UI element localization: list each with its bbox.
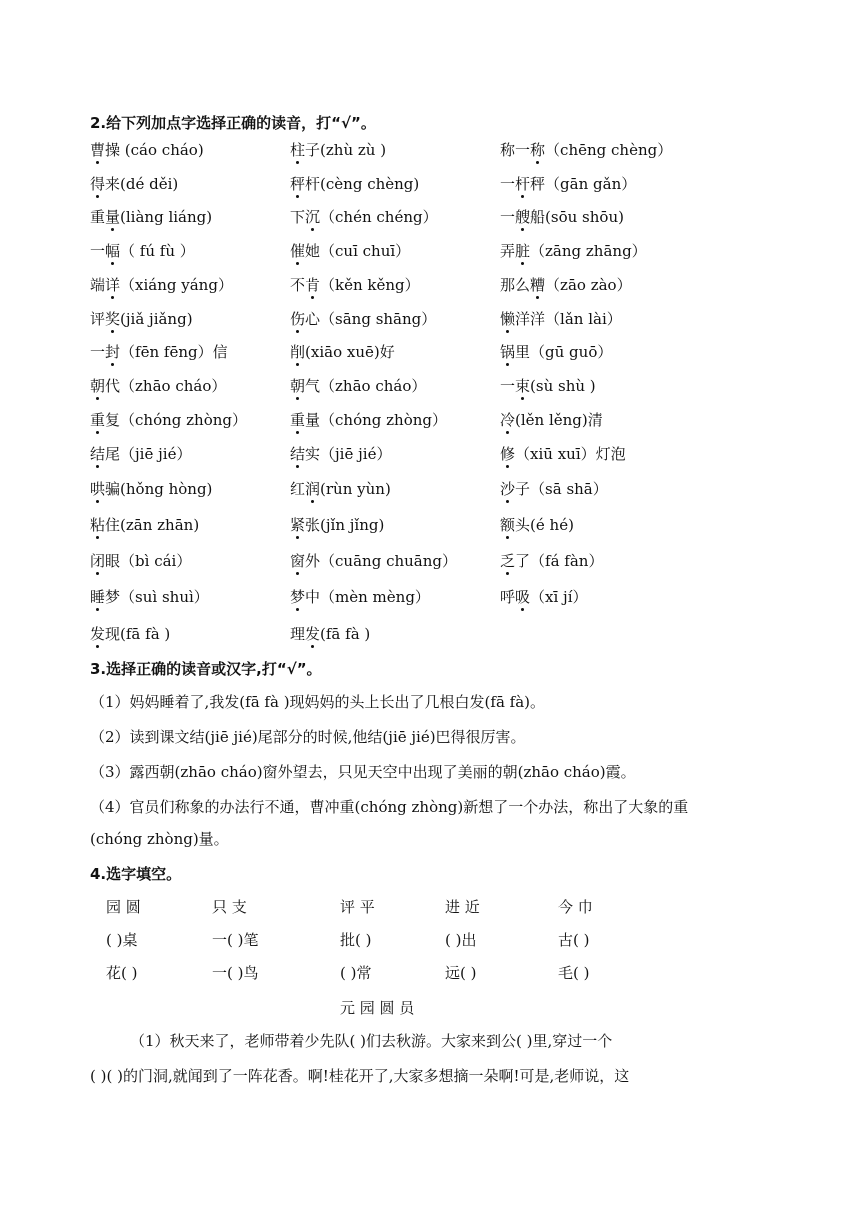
dotted-character: 秤 (290, 175, 306, 193)
dotted-character: 发 (305, 625, 321, 643)
word-character: 么 (515, 276, 531, 294)
dotted-character: 窗 (290, 552, 306, 570)
pinyin-options: （kěn kěng） (320, 276, 420, 294)
dotted-character: 结 (90, 445, 106, 463)
pinyin-item (290, 376, 426, 396)
pinyin-options: (sù shù ) (530, 377, 596, 395)
pinyin-item (500, 309, 622, 329)
pinyin-options: （zhāo cháo） (320, 377, 427, 395)
pinyin-options: （bì cái） (120, 552, 192, 570)
pinyin-item (290, 342, 395, 362)
word-character: 代 (105, 377, 121, 395)
pinyin-item (290, 309, 436, 329)
pinyin-item (90, 624, 170, 644)
char-pair: 园 圆 (106, 898, 141, 916)
word-character: 一 (500, 175, 516, 193)
fill-blank-item: 远( ) (445, 964, 477, 982)
pinyin-options: （xiáng yáng） (120, 276, 233, 294)
dotted-character: 修 (500, 445, 516, 463)
dotted-character: 闭 (90, 552, 106, 570)
pinyin-item (290, 587, 430, 607)
pinyin-item (90, 309, 193, 329)
char-pair: 只 支 (212, 898, 247, 916)
pinyin-item (90, 515, 199, 535)
pinyin-item (500, 551, 603, 571)
fill-blank-item: ( )常 (340, 964, 372, 982)
word-character: 一 (500, 377, 516, 395)
pinyin-item (90, 587, 209, 607)
pinyin-item (500, 515, 574, 535)
pinyin-item (290, 444, 391, 464)
pinyin-item (500, 444, 626, 464)
pinyin-item (90, 140, 204, 160)
pinyin-options: （gān gǎn） (545, 175, 637, 193)
word-character: 现 (105, 625, 121, 643)
dotted-character: 睡 (90, 588, 106, 606)
pinyin-item (500, 207, 624, 227)
pinyin-options: (cáo cháo) (120, 141, 204, 159)
word-character: 重 (90, 208, 106, 226)
word-character: 心 (305, 310, 321, 328)
section2-heading: 2.给下列加点字选择正确的读音，打“√”。 (90, 114, 376, 132)
pinyin-options: （sā shā） (530, 480, 608, 498)
pinyin-options: （zāo zào） (545, 276, 632, 294)
pinyin-options: （cuī chuī） (320, 242, 411, 260)
pinyin-item (500, 241, 647, 261)
pinyin-item (290, 624, 370, 644)
dotted-character: 详 (105, 276, 121, 294)
fill-blank-item: 毛( ) (558, 964, 590, 982)
dotted-character: 朝 (290, 377, 306, 395)
pinyin-item (290, 140, 386, 160)
word-character: 梦 (105, 588, 121, 606)
word-character: 骗 (105, 480, 121, 498)
word-character: 称 (500, 141, 516, 159)
pinyin-options: （xī jí） (530, 588, 588, 606)
word-character: 评 (90, 310, 106, 328)
pinyin-options: （lǎn lài） (545, 310, 622, 328)
pinyin-options: (é hé) (530, 516, 574, 534)
pinyin-options: （zhāo cháo） (120, 377, 227, 395)
pinyin-options: （fēn fēng）信 (120, 343, 228, 361)
pinyin-item (290, 275, 420, 295)
fill-blank-item: 古( ) (558, 931, 590, 949)
word-character: 张 (305, 516, 321, 534)
dotted-character: 沉 (305, 208, 321, 226)
pinyin-item (500, 376, 596, 396)
pinyin-options: (fā fà ) (320, 625, 371, 643)
word-character: 一 (515, 141, 531, 159)
word-character: 船 (530, 208, 546, 226)
pinyin-item (90, 479, 212, 499)
fill-blank-item: 一( )笔 (212, 931, 259, 949)
pinyin-options: （ fú fù ） (120, 242, 195, 260)
dotted-character: 发 (90, 625, 106, 643)
pinyin-item (500, 587, 588, 607)
pinyin-options: (zān zhān) (120, 516, 200, 534)
dotted-character: 沙 (500, 480, 516, 498)
pinyin-options: (zhù zù ) (320, 141, 387, 159)
pinyin-item (290, 479, 391, 499)
dotted-character: 得 (90, 175, 106, 193)
fill-blank-item: 花( ) (106, 964, 138, 982)
word-character: 下 (290, 208, 306, 226)
word-character: 里 (515, 343, 531, 361)
pinyin-options: (lěn lěng)清 (515, 411, 603, 429)
dotted-character: 艘 (515, 208, 531, 226)
word-character: 实 (305, 445, 321, 463)
dotted-character: 封 (105, 343, 121, 361)
word-character: 她 (305, 242, 321, 260)
pinyin-options: （chóng zhòng） (320, 411, 448, 429)
word-character: 杆 (305, 175, 321, 193)
dotted-character: 伤 (290, 310, 306, 328)
word-character: 了 (515, 552, 531, 570)
pinyin-options: (liàng liáng) (120, 208, 213, 226)
word-character: 端 (90, 276, 106, 294)
section3-item-4: （4）官员们称象的办法行不通，曹冲重(chóng zhòng)新想了一个办法，称出了大象的重 (90, 798, 689, 816)
word-character: 量 (305, 411, 321, 429)
fill-blank-item: ( )桌 (106, 931, 138, 949)
pinyin-options: (rùn yùn) (320, 480, 391, 498)
pinyin-options: (hǒng hòng) (120, 480, 213, 498)
char-pair: 进 近 (445, 898, 480, 916)
pinyin-options: （chén chéng） (320, 208, 438, 226)
word-character: 一 (500, 208, 516, 226)
pinyin-options: (cèng chèng) (320, 175, 420, 193)
pinyin-item (290, 515, 384, 535)
dotted-character: 结 (290, 445, 306, 463)
dotted-character: 糟 (530, 276, 546, 294)
dotted-character: 柱 (290, 141, 306, 159)
word-character: 洋 (515, 310, 531, 328)
pinyin-item (90, 275, 233, 295)
pinyin-item (90, 207, 212, 227)
word-character: 一 (90, 343, 106, 361)
dotted-character: 束 (515, 377, 531, 395)
word-character: 子 (305, 141, 321, 159)
word-character: 子 (515, 480, 531, 498)
section3-heading: 3.选择正确的读音或汉字,打“√”。 (90, 660, 322, 678)
dotted-character: 重 (90, 411, 106, 429)
pinyin-item (500, 342, 612, 362)
word-character: 头 (515, 516, 531, 534)
pinyin-options: （gū guō） (530, 343, 613, 361)
word-character: 中 (305, 588, 321, 606)
section4-paragraph-line-2: ( )( )的门洞,就闻到了一阵花香。啊!桂花开了,大家多想摘一朵啊!可是,老师说，这 (90, 1067, 630, 1085)
dotted-character: 量 (105, 208, 121, 226)
pinyin-options: (fā fà ) (120, 625, 171, 643)
section3-item-3: （3）露西朝(zhāo cháo)窗外望去，只见天空中出现了美丽的朝(zhāo cháo)霞。 (90, 763, 636, 781)
dotted-character: 脏 (515, 242, 531, 260)
pinyin-options: (jiǎ jiǎng) (120, 310, 193, 328)
word-character: 红 (290, 480, 306, 498)
pinyin-options: (dé děi) (120, 175, 179, 193)
fill-blank-item: 一( )鸟 (212, 964, 259, 982)
pinyin-item (90, 410, 247, 430)
dotted-character: 削 (290, 343, 306, 361)
word-character: 眼 (105, 552, 121, 570)
pinyin-options: （suì shuì） (120, 588, 209, 606)
char-pair: 今 巾 (558, 898, 593, 916)
word-character: 尾 (105, 445, 121, 463)
char-pair: 评 平 (340, 898, 375, 916)
pinyin-item (90, 444, 191, 464)
section3-item-2: （2）读到课文结(jiē jié)尾部分的时候,他结(jiē jié)巴得很厉害。 (90, 728, 526, 746)
word-character: 住 (105, 516, 121, 534)
word-character: 呼 (500, 588, 516, 606)
dotted-character: 重 (290, 411, 306, 429)
word-character: 秤 (530, 175, 546, 193)
dotted-character: 紧 (290, 516, 306, 534)
section3-item-4-cont: (chóng zhòng)量。 (90, 830, 229, 848)
pinyin-item (90, 241, 195, 261)
dotted-character: 吸 (515, 588, 531, 606)
pinyin-options: （jiē jié） (320, 445, 392, 463)
word-character: 弄 (500, 242, 516, 260)
section4-heading: 4.选字填空。 (90, 865, 182, 883)
dotted-character: 奖 (105, 310, 121, 328)
dotted-character: 杆 (515, 175, 531, 193)
dotted-character: 冷 (500, 411, 516, 429)
dotted-character: 催 (290, 242, 306, 260)
pinyin-item (90, 174, 178, 194)
pinyin-item (500, 479, 608, 499)
pinyin-options: （chóng zhòng） (120, 411, 248, 429)
dotted-character: 曹 (90, 141, 106, 159)
word-character: 操 (105, 141, 121, 159)
section3-item-1: （1）妈妈睡着了,我发(fā fà )现妈妈的头上长出了几根白发(fā fà)。 (90, 693, 546, 711)
dotted-character: 幅 (105, 242, 121, 260)
pinyin-options: （chēng chèng） (545, 141, 673, 159)
word-character: 外 (305, 552, 321, 570)
pinyin-item (290, 207, 438, 227)
dotted-character: 哄 (90, 480, 106, 498)
fill-blank-item: ( )出 (445, 931, 477, 949)
word-character: 来 (105, 175, 121, 193)
word-character: 不 (290, 276, 306, 294)
dotted-character: 乏 (500, 552, 516, 570)
word-character: 那 (500, 276, 516, 294)
dotted-character: 梦 (290, 588, 306, 606)
pinyin-item (290, 410, 447, 430)
pinyin-options: (sōu shōu) (545, 208, 624, 226)
dotted-character: 润 (305, 480, 321, 498)
fill-blank-item: 批( ) (340, 931, 372, 949)
pinyin-item (90, 376, 226, 396)
pinyin-item (500, 174, 636, 194)
dotted-character: 懒 (500, 310, 516, 328)
dotted-character: 额 (500, 516, 516, 534)
pinyin-options: （jiē jié） (120, 445, 192, 463)
pinyin-item (500, 275, 632, 295)
dotted-character: 肯 (305, 276, 321, 294)
word-character: 洋 (530, 310, 546, 328)
dotted-character: 称 (530, 141, 546, 159)
pinyin-item (290, 174, 419, 194)
pinyin-options: （fá fàn） (530, 552, 604, 570)
word-character: 一 (90, 242, 106, 260)
pinyin-item (90, 342, 228, 362)
pinyin-item (500, 410, 603, 430)
pinyin-item (290, 551, 457, 571)
section4-paragraph-line-1: （1）秋天来了，老师带着少先队( )们去秋游。大家来到公( )里,穿过一个 (130, 1032, 613, 1050)
section4-char-choices: 元 园 圆 员 (340, 999, 415, 1017)
pinyin-options: （xiū xuī）灯泡 (515, 445, 626, 463)
pinyin-options: （sāng shāng） (320, 310, 437, 328)
pinyin-item (90, 551, 191, 571)
pinyin-item (290, 241, 410, 261)
dotted-character: 朝 (90, 377, 106, 395)
dotted-character: 锅 (500, 343, 516, 361)
pinyin-options: （cuāng chuāng） (320, 552, 457, 570)
word-character: 气 (305, 377, 321, 395)
pinyin-options: (jǐn jǐng) (320, 516, 385, 534)
pinyin-options: (xiāo xuē)好 (305, 343, 395, 361)
pinyin-item (500, 140, 672, 160)
pinyin-options: （mèn mèng） (320, 588, 430, 606)
word-character: 复 (105, 411, 121, 429)
dotted-character: 粘 (90, 516, 106, 534)
pinyin-options: （zāng zhāng） (530, 242, 647, 260)
word-character: 理 (290, 625, 306, 643)
